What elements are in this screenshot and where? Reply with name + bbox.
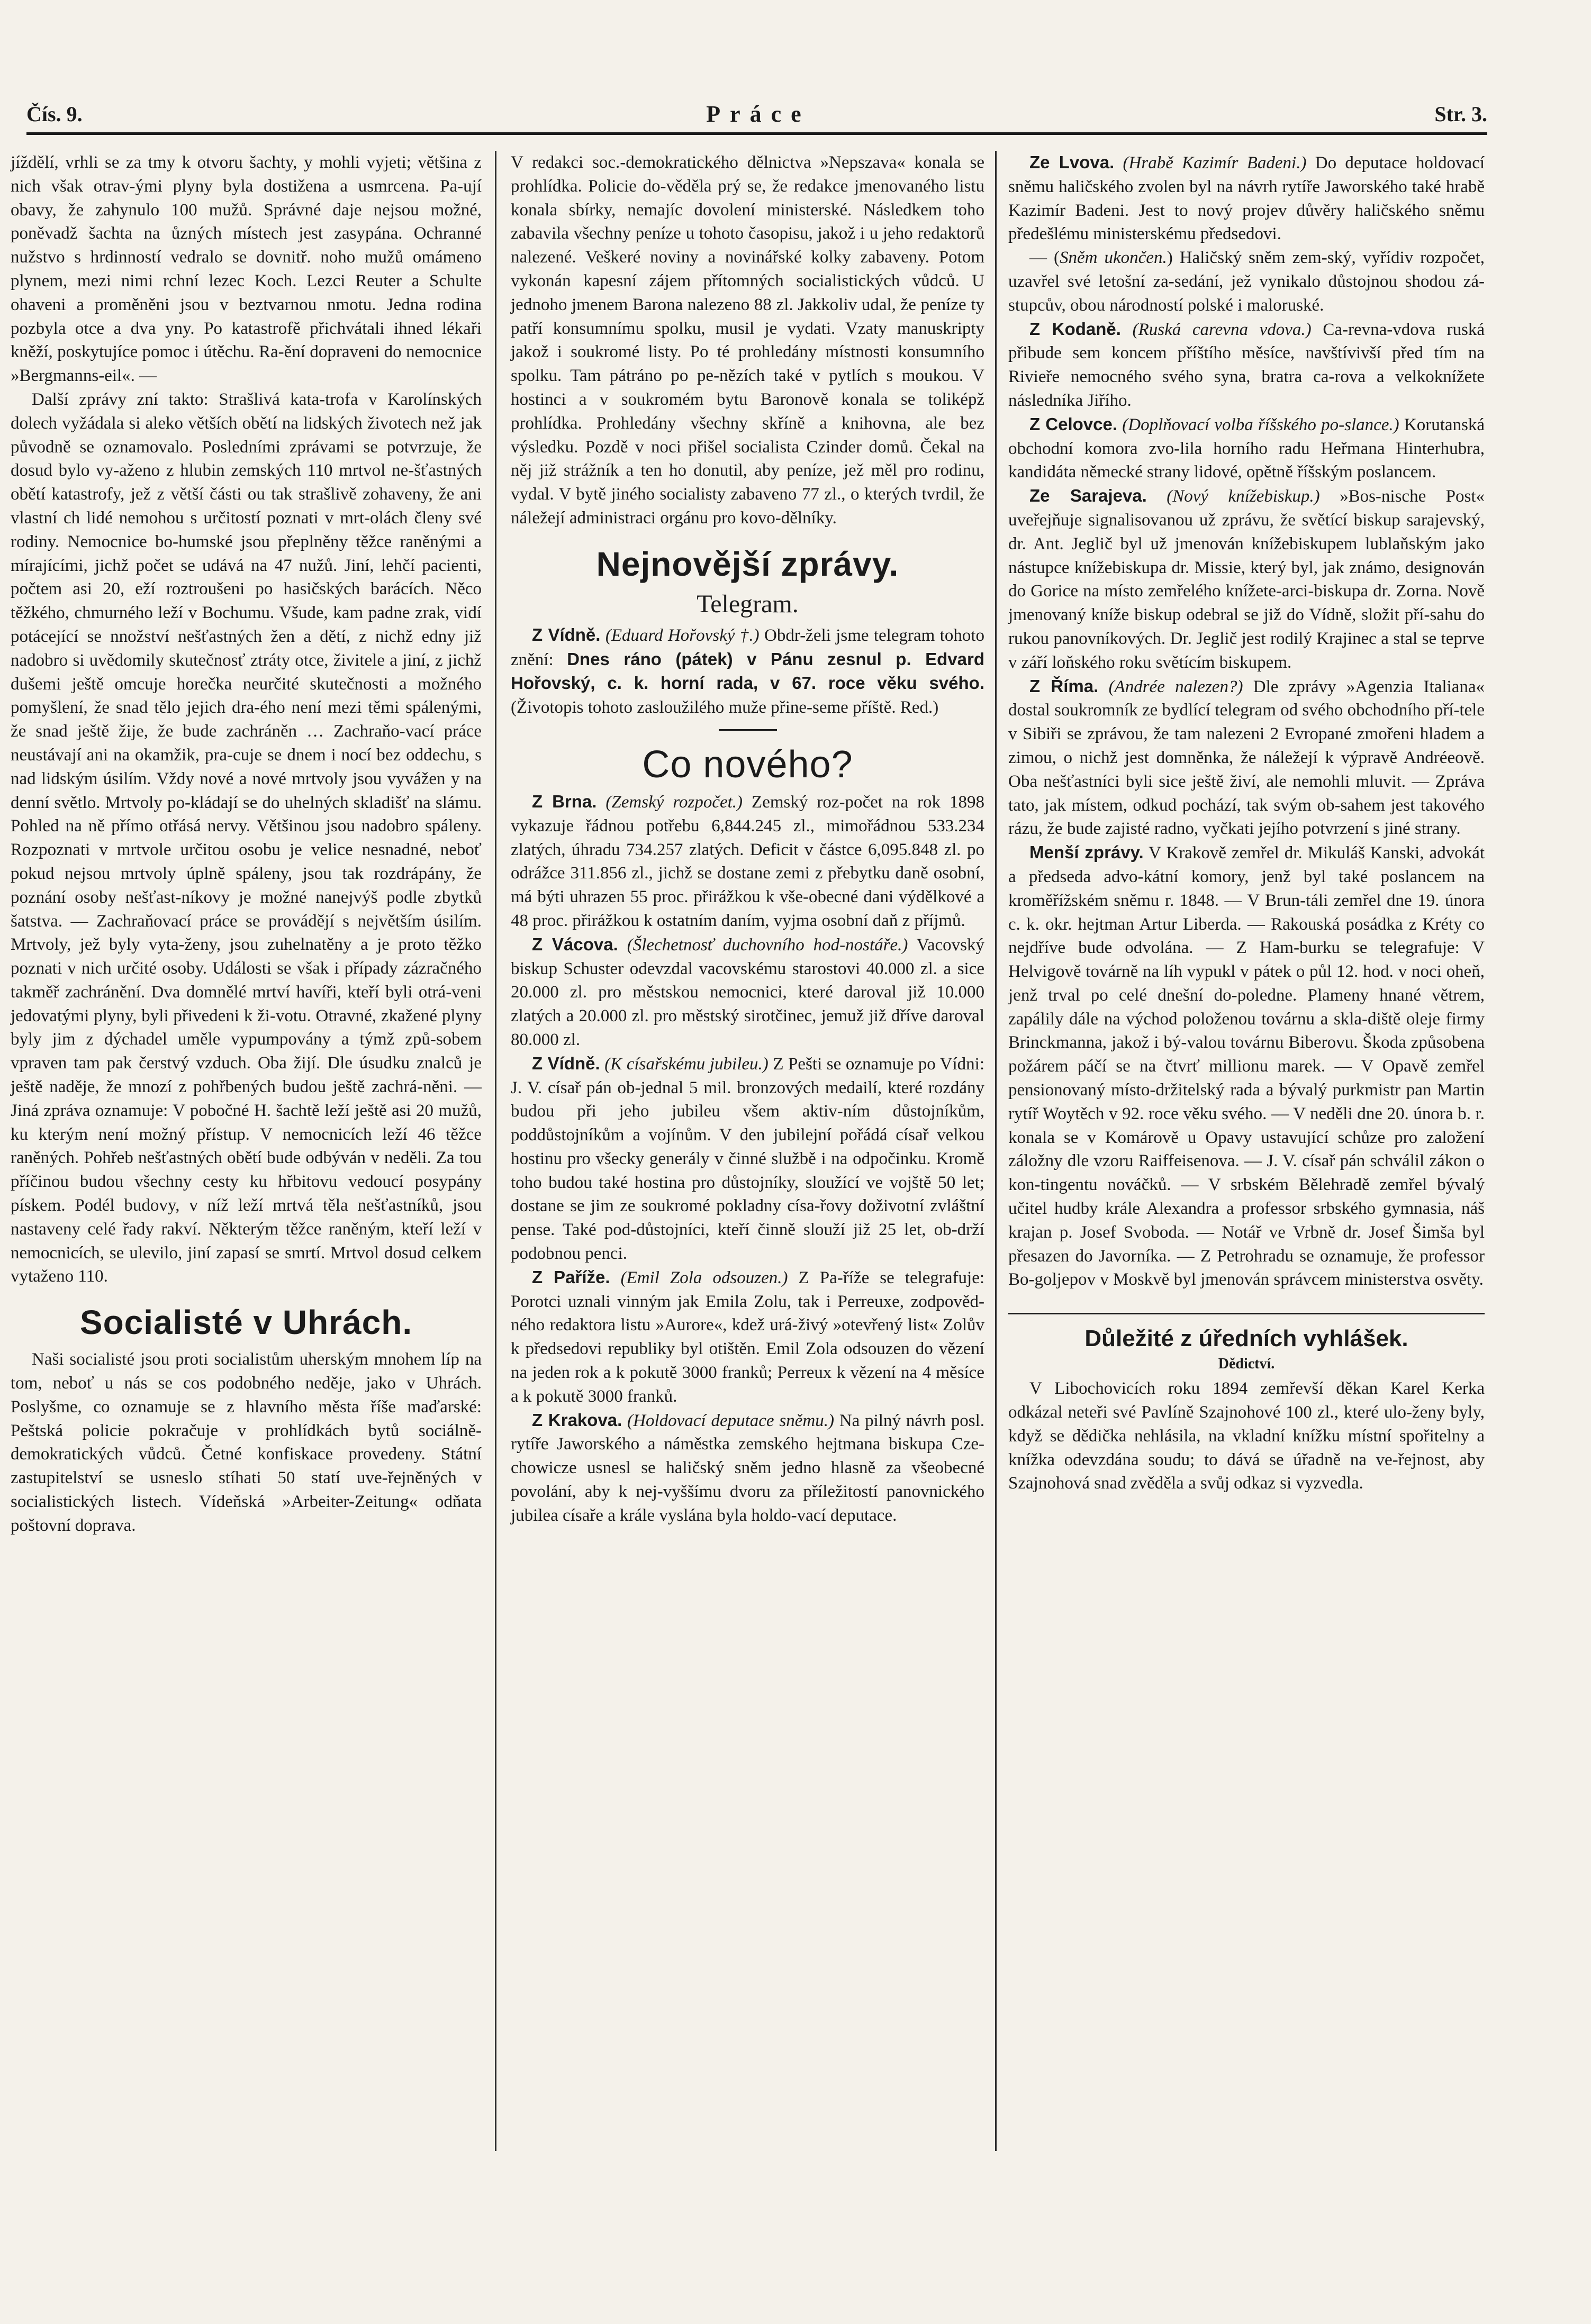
page-number: Str. 3.: [1434, 102, 1487, 126]
news-item-text: Z Pešti se oznamuje po Vídni: J. V. císař pán ob-jednal 5 mil. bronzových medailí, které rozdány budou při jeho jubileu všem aktiv-ním důstojníkům, poddůstojníkům a vojínům. V den jubilejní pořádá císař velkou hostinu pro všecky generály v činné službě i na odpočinku. Kromě toho budou také hostina pro důstojníky, sloužící ve vojště 50 let; dostane se jim ze soukromé pokladny císa-řovy doživotní zvláštní pense. Také pod-důstojníci, kteří činně slouží již 25 let, ob-drží podobnou penci.: [511, 1054, 985, 1264]
news-item-topic: (Nový knížebiskup.): [1167, 487, 1320, 506]
news-item-topic: (Doplňovací volba říšského po-slance.): [1122, 415, 1399, 434]
news-item-text: Z Pa-říže se telegrafuje: Porotci uznali vinným jak Emila Zolu, tak i Perreuxe, zodpověd-ného redaktora listu »Aurore«, kdež urá-živý »otevřený list« Zolův k předsedovi republiky byl otištěn. Emil Zola odsouzen do vězení na jeden rok a k pokutě 3000 franků; Perreux k vězení na 4 měsíce a k pokutě 3000 franků.: [511, 1268, 985, 1406]
news-item: [1008, 484, 1485, 674]
section-heading: Důležité z úředních vyhlášek.: [1008, 1313, 1485, 1354]
news-item-lead: Z Kodaně.: [1029, 319, 1121, 339]
news-item-text: — (: [1029, 248, 1060, 268]
column-divider: [995, 151, 997, 2151]
news-item-text: ) Haličský sněm zem-ský, vyřídiv rozpočet, uzavřel své letošní za-sedání, jež vynikalo důstojnou shodou zá-stupcův, obou národností polské i maloruské.: [1008, 248, 1485, 315]
news-item: [511, 1266, 984, 1409]
column-divider: [495, 151, 496, 2151]
news-item: [1008, 675, 1485, 841]
news-item: [1008, 151, 1485, 246]
section-heading: Co nového?: [642, 743, 853, 786]
news-item-topic: (K císařskému jubileu.): [604, 1054, 769, 1074]
section-subheading: Dědictví.: [1218, 1356, 1275, 1373]
news-item-text: (Životopis tohoto zasloužilého muže přine-seme příště. Red.): [511, 698, 939, 718]
issue-number: Čís. 9.: [26, 102, 83, 126]
news-item-lead: Z Vídně.: [532, 1053, 600, 1073]
news-item-topic: (Ruská carevna vdova.): [1132, 320, 1312, 339]
news-item-topic: (Zemský rozpočet.): [605, 792, 743, 812]
news-item-lead: Z Říma.: [1029, 676, 1099, 696]
news-item-lead: Z Vídně.: [532, 624, 601, 644]
news-item-bold: Dnes ráno (pátek) v Pánu zesnul p. Edvard Hořovský, c. k. horní rada, v 67. roce věku svého.: [511, 649, 984, 693]
news-item-lead: Ze Sarajeva.: [1029, 486, 1147, 506]
article-paragraph: V redakci soc.-demokratického dělnictva »Nepszava« konala se prohlídka. Policie do-věděla prý se, že redakce jmenovaného listu konala sbírky, nemajíc dovolení ministerské. Následkem toho zabavila všechny peníze u tohoto časopisu, jakož i u jeho redaktorů nalezené. Veškeré noviny a novinářské kolky zabaveny. Potom vykonán kapesní zájem přítomných socialistických vůdců. U jednoho jmenem Barona nalezeno 88 zl. Jakkoliv udal, že peníze ty patří konsumnímu spolku, musil je vydati. Vzaty manuskripty jakož i soukromé listy. Po té prohledány místnosti konsumního spolku. Tam pátráno po pe-nězích také v pytlích s moukou. V hostinci a v soukromém bytu Baronově konala se toliképž prohlídka. Prohledány všechny skříně a knihovna, ale bez výsledku. Pozdě v noci přišel socialista Czinder domů. Čekal na něj již strážník a ten ho donutil, aby peníze, jež měl pro rodinu, vydal. V bytě jiného socialisty zabaveno 77 zl., o kterých tvrdil, že náležejí administraci orgánu pro kovo-dělníky.: [511, 153, 984, 528]
newspaper-title: Práce: [706, 101, 811, 127]
news-item: [511, 1052, 984, 1266]
article-paragraph: jíždělí, vrhli se za tmy k otvoru šachty, y mohli vyjeti; většina z nich však otrav-ými plyny byla dostižena a usmrcena. Pa-ují obavy, že zahynulo 100 mužů. Správné daje nejsou možné, poněvadž šachta na ůzných místech jest zasypána. Ochranné nužstvo s hrdinností vedralo se dovnitř. noho mužů omámeno plynem, mezi nimi rchní lezec Koch. Lezci Reuter a Schulte ohaveni a proměněni jsou v beztvarnou nmotu. Jedna rodina pozbyla otce a dva yny. Po katastrofě přichvátali ihned lékaři kněží, poskytujíce pomoc i útěchu. Ra-ění dopraveni do nemocnice »Bergmanns-eil«. —: [11, 153, 482, 386]
news-item-text: Dle zprávy »Agenzia Italiana« dostal soukromník ze bydlící telegram od svého obchodního pří-tele v Sibiři se zprávou, že tam nalezeni 2 Evropané zmořeni hladem a zimou, o nichž jest domněnka, že náležejí k výpravě Andréeově. Oba nešťastníci byli sice ještě živí, ale nemohli mluvit. — Zpráva tato, jak místem, odkud pochází, tak svým ob-sahem jest takového rázu, že bude zajisté radno, vyčkati jejího potvrzení s jiné strany.: [1008, 677, 1485, 839]
article-paragraph: Další zprávy zní takto: Strašlivá kata-trofa v Karolínských dolech vyžádala si aleko větších obětí na lidských životech než jak původně se oznamovalo. Posledními zprávami se potvrzuje, že dosud bylo vy-aženo z hlubin zemských 110 mrtvol ne-šťastných obětí katastrofy, jež z větší části ou tak strašlivě zohaveny, že ani vlastní ch lidé nemohou s určitostí poznati v mrt-olách členy své rodiny. Nemocnice bo-humské jsou přeplněny těžce raněnými a mírajícími, jichž počet se udává na 47 nužů. Jiní, lehčí pacienti, počtem asi 20, eží roztroušeni po hasičských barácích. Něco těžkého, chmurného leží v Bochumu. Všude, kam padne zrak, vidí potácející se nnožství nešťastných žen a dětí, z nichž edny již nadobro si uvědomily skutečnosť ztráty otce, živitele a jiní, z jichž dušemi ještě omcuje horečka neurčité skutečnosti a možného pomyšlení, že snad tělo jejich dra-ého není mezi těmi spálenými, že snad ještě žije, že bude zachráněn … Zachraňo-vací práce neustávají ani na okamžik, pra-cuje se dnem i nocí bez oddechu, s nad lidským úsilím. Vždy nové a nové mrtvoly jsou vyvážen y na denní světlo. Mrtvoly po-kládají se do uhelných skladišť na slámu. Pohled na ně přímo otřásá nervy. Většinou jsou nadobro spáleny. Rozpoznati v mrtvole určitou osobu je velice nesnadné, neboť pokud nejsou mrtvoly úplně spáleny, jsou tak rozdrápány, že poznání osoby nešťast-níkovy je možné nanejvýš podle zbytků šatstva. — Zachraňovací práce se provádějí s největším úsilím. Mrtvoly, jež byly vyta-ženy, jsou zuhelnatěny a je proto těžko poznati v nich určité osoby. Události se však i případy zázračného takměř zachránění. Dva domnělé mrtví havíři, kteří byli otrá-veni jedovatými plyny, byli přivedeni k ži-votu. Otravné, zkažené plyny byly jim z dýchadel uměle vypumpovány a týmž způ-sobem vpraven tam pak čerstvý vzduch. Oba žijí. Dle úsudku znalců je ještě naděje, že mnozí z pohřbených budou ještě zachrá-něni. — Jiná zpráva oznamuje: V pobočné H. šachtě leží ještě asi 20 mužů, ku kterým není možný přístup. V nemocnicích leží 46 těžce raněných. Pohřeb nešťastných obětí bude odbýván v neděli. Za tou příčinou budou všechny cesty ku hřbitovu vedoucí posypány pískem. Podél budovy, v níž leží mrtvá těla nešťastníků, jsou nastaveny celé řady rakví. Některým těžce raněným, kteří leží v nemocnicích, se ulevilo, jiní zapasí se smrtí. Mrtvol dosud celkem vytaženo 110.: [11, 389, 482, 1286]
news-item-lead: Z Paříže.: [532, 1267, 610, 1287]
news-item-text: Zemský roz-počet na rok 1898 vykazuje řádnou potřebu 6,844.245 zl., mimořádnou 533.234 zlatých, úhradu 734.257 zlatých. Deficit v částce 6,095.848 zl. po odrážce 311.856 zl., jichž se dostane zemi z přebytku daně osobní, má býti uhrazen 55 proc. přirážkou k vše-obecné dani výdělkové a 48 proc. přirážkou k ostatním daním, vyjma osobní daň z příjmů.: [511, 792, 985, 930]
news-item: [1008, 413, 1485, 484]
column-2: [511, 151, 984, 1528]
article-heading: Socialisté v Uhrách.: [79, 1303, 413, 1342]
news-item-text: Na pilný návrh posl. rytíře Jaworského a náměstka zemského hejtmana biskupa Cze-chowicze usnesl se haličský sněm jedno hlasně za všeobecné povolání, aby k nej-vyššímu dvoru za příležitostí panovnického jubilea císaře a krále vyslána byla holdo-vací deputace.: [511, 1411, 985, 1525]
column-1: [11, 151, 482, 1538]
article-paragraph: V Libochovicích roku 1894 zemřevší děkan Karel Kerka odkázal neteři své Pavlíně Szajnohové 100 zl., které ulo-ženy byly, když se dědička nehlásila, na vkladní knížku místní spořitelny a knížka odevzdána soudu; to dává se úřadně na ve-řejnost, aby Szajnohová snad zvěděla a svůj odkaz si vyzvedla.: [1008, 1379, 1485, 1493]
news-item: [1008, 317, 1485, 413]
news-item-lead: Z Brna.: [532, 791, 597, 811]
news-item-lead: Z Celovce.: [1029, 414, 1118, 434]
news-item-lead: Ze Lvova.: [1029, 152, 1115, 172]
news-item-text: Ca-revna-vdova ruská přibude sem koncem příštího měsíce, navštívivší před tím na Rivieře nemocného svého syna, bratra ca-rova a velkoknížete následníka Jiřího.: [1008, 320, 1485, 410]
news-item: [1008, 246, 1485, 317]
section-heading: Nejnovější zprávy.: [596, 544, 899, 583]
news-item-text: Obdr-želi jsme telegram tohoto znění:: [511, 625, 985, 669]
news-item-text: Vacovský biskup Schuster odevzdal vacovskému starostovi 40.000 zl. a sice 20.000 zl. pro městskou nemocnici, které daroval již 10.000 zlatých a 20.000 zl. pro městský sirotčinec, jemuž již dříve daroval 80.000 zl.: [511, 935, 985, 1049]
news-item: [511, 933, 984, 1052]
news-item: [511, 623, 984, 720]
page-header: [26, 95, 1487, 135]
news-item-topic: (Eduard Hořovský †.): [605, 625, 760, 645]
section-subheading: Telegram.: [697, 589, 799, 618]
news-item: [511, 790, 984, 933]
news-item-topic: (Andrée nalezen?): [1108, 677, 1243, 696]
column-3: [1008, 151, 1485, 1495]
news-item-lead: Z Krakova.: [532, 1410, 622, 1430]
news-item-topic: (Hrabě Kazimír Badeni.): [1123, 153, 1307, 173]
news-item-topic: Sněm ukončen.: [1060, 248, 1167, 268]
separator: [719, 729, 777, 731]
article-paragraph: Naši socialisté jsou proti socialistům uherským mnohem líp na tom, neboť u nás se cos podobného neděje, jako v Uhrách. Poslyšme, co oznamuje se z hlavního města říše maďarské: Peštská policie pokračuje v prohlídkách bytů sociálně-demokratických vůdců. Četné konfiskace provedeny. Státní zastupitelství se usneslo stíhati 50 statí uve-řejněných v socialistických listech. Vídeňská »Arbeiter-Zeitung« odňata poštovní doprava.: [11, 1350, 482, 1535]
news-item: [511, 1409, 984, 1528]
news-item-text: V Krakově zemřel dr. Mikuláš Kanski, advokát a předseda advo-kátní komory, jenž byl také poslancem na kroměřížském sněmu r. 1848. — V Brun-táli zemřel dne 19. února c. k. okr. hejtman Artur Liberda. — Rakouská posádka z Kréty co nejdříve bude odvolána. — Z Ham-burku se telegrafuje: V Helvigově továrně na líh vypukl v pátek o půl 12. hod. v noci oheň, jenž trval po celé dnešní do-poledne. Plameny hnané větrem, zapálily dále na východ položenou továrnu a skla-diště oleje firmy Brinckmanna, jakož i bý-valou továrnu Biberovu. Škoda způsobena požárem páčí se na čtvrť millionu marek. — V Opavě zemřel pensionovaný místo-držitelský rada a bývalý purkmistr pan Martin rytíř Woytěch v 92. roce věku svého. — V neděli dne 20. února b. r. konala se v Komárově u Opavy ustavující schůze pro založení záložny dle vzoru Raiffeisenova. — J. V. císař pán schválil zákon o kon-tingentu nováčků. — V srbském Bělehradě zemřel bývalý učitel hudby krále Alexandra a professor srbského gymnasia, náš krajan p. Josef Svoboda. — Notář ve Vrbně dr. Josef Šimša byl přesazen do Javorníka. — Z Petrohradu se oznamuje, že professor Bo-goljepov v Moskvě byl jmenován správcem ministerstva osvěty.: [1008, 843, 1485, 1290]
news-item-topic: (Holdovací deputace sněmu.): [627, 1411, 834, 1430]
news-item-lead: Menší zprávy.: [1029, 842, 1144, 863]
news-item-text: Do deputace holdovací sněmu haličského zvolen byl na návrh rytíře Jaworského také hrabě Kazimír Badeni. Jest to nový projev důvěry haličského sněmu předešlému ministerskému předsedovi.: [1008, 153, 1485, 244]
news-item-topic: (Šlechetnosť duchovního hod-nostáře.): [627, 935, 908, 955]
news-item-text: »Bos-nische Post« uveřejňuje signalisovanou už zprávu, že světící biskup sarajevský, dr. Ant. Jeglič byl už jmenován knížebiskupem lublaňským jako nástupce knížebiskupa dr. Missie, který byl, jak známo, designován do Gorice na místo zemřelého knížete-arci-biskupa dr. Zorna. Nově jmenovaný kníže biskup odebral se již do Vídně, složit pří-sahu do rukou panovníkových. Dr. Jeglič jest rodilý Krajinec a stal se teprve v září loňského roku světícím biskupem.: [1008, 487, 1485, 672]
news-item-text: Korutanská obchodní komora zvo-lila horního radu Heřmana Hinterhubra, kandidáta německé strany lidové, opětně říšským poslancem.: [1008, 415, 1485, 482]
news-item-lead: Z Vácova.: [532, 934, 618, 954]
news-item: [1008, 841, 1485, 1292]
news-item-topic: (Emil Zola odsouzen.): [620, 1268, 788, 1287]
